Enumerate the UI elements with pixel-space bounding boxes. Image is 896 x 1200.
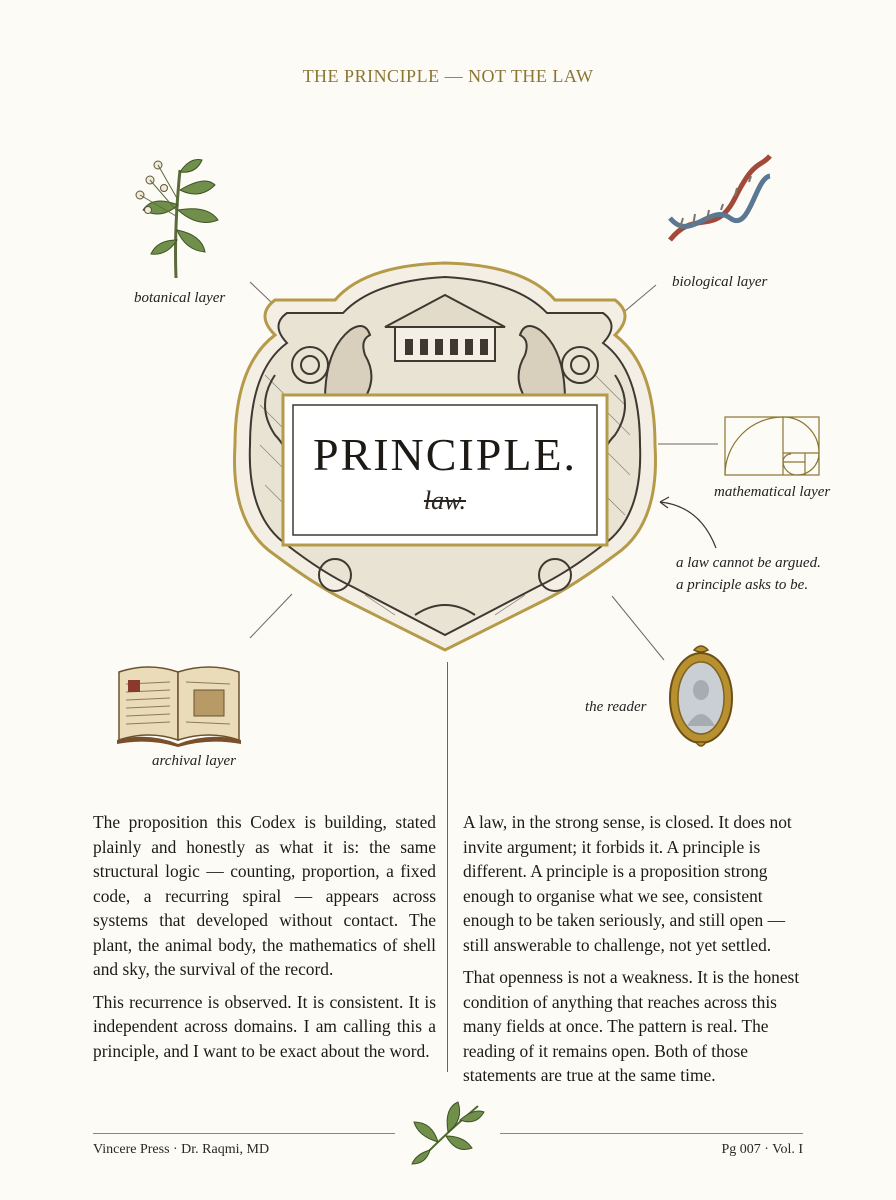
body-column-left [93,810,436,1071]
open-book-icon [114,652,244,747]
sprig-icon [128,150,228,280]
footer-leaf-icon [408,1096,488,1166]
oval-mirror-icon [666,642,736,750]
note-line-2: a principle asks to be. [676,577,809,593]
column-divider [447,662,448,1072]
page-title: THE PRINCIPLE — NOT THE LAW [302,66,594,86]
golden-spiral-icon [724,416,820,480]
left-paragraph-2: This recurrence is observed. It is consistent. It is independent across domains. I am calling this a principle, and I want to be exact about the word. [93,991,436,1061]
cartouche-principle-word: PRINCIPLE. [312,429,578,480]
archival-layer-label: archival layer [152,753,237,769]
mathematical-layer-label: mathematical layer [714,484,831,500]
left-paragraph-1: The proposition this Codex is building, stated plainly and honestly as what it is: the same structural logic — counting, proportion, a fixed code, a recurring spiral — appears across systems that developed without contact. The plant, the animal body, the mathematics of shell and sky, the survival of the record. [93,812,436,979]
reader-layer-label: the reader [585,699,647,715]
footer-rule-left [93,1133,395,1134]
cartouche-struck-law-word: law. [423,486,467,515]
note-line-1: a law cannot be argued. [676,555,821,571]
right-paragraph-2: That openness is not a weakness. It is the honest condition of anything that reaches across this many fields at once. The pattern is real. The reading of it remains open. Both of those statements are true at the same time. [463,967,800,1085]
footer-page-number: Pg 007 · Vol. I [721,1142,803,1157]
footer-rule-right [500,1133,803,1134]
law-principle-note [676,552,876,596]
dna-helix-icon [665,148,775,248]
body-column-right [463,810,806,1096]
botanical-layer-label: botanical layer [134,290,226,306]
biological-layer-label: biological layer [672,274,768,290]
footer-publisher: Vincere Press · Dr. Raqmi, MD [93,1142,270,1157]
right-paragraph-1: A law, in the strong sense, is closed. It does not invite argument; it forbids it. A principle is different. A principle is a proposition strong enough to organise what we see, consistent enough to be taken seriously, and still open — still answerable to challenge, not yet settled. [463,812,792,955]
